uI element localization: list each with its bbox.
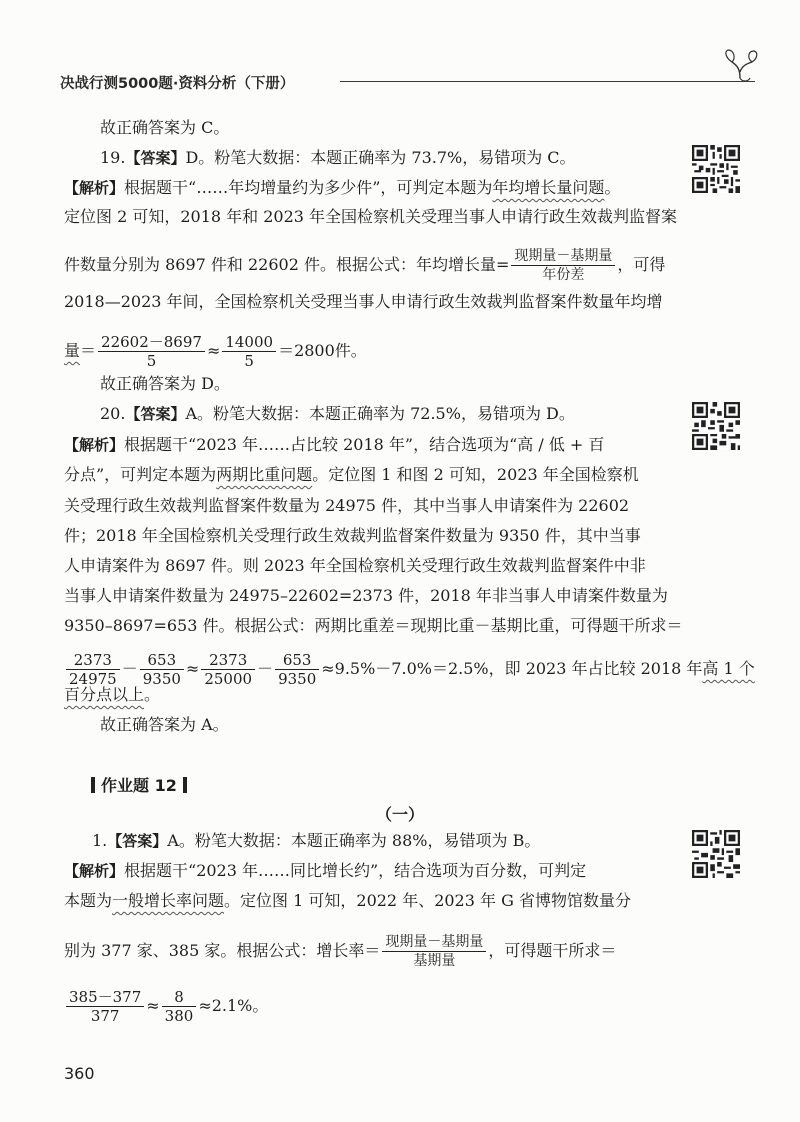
analysis-tag: 【解析】 <box>64 436 125 454</box>
q20-analysis-line-2: 分点”，可判定本题为两期比重问题。定位图 1 和图 2 可知，2023 年全国检察机 <box>64 465 639 484</box>
section-bar <box>183 777 187 793</box>
section-bar <box>91 777 95 793</box>
q1-analysis-line-1: 【解析】根据题干“2023 年……同比增长约”，结合选项为百分数，可判定 <box>64 861 587 880</box>
conclusion-a: 故正确答案为 A。 <box>100 715 229 734</box>
q20-analysis-line-3: 关受理行政生效裁判监督案件数量为 24975 件，其中当事人申请案件为 22602 <box>64 496 630 515</box>
q19-formula-line: 量＝ $\frac{22602-8697}{5}$ ≈ $\frac{14000}{5}$ ＝2800件。 <box>64 333 367 370</box>
q19-analysis-line-3: 件数量分别为 8697 件和 22602 件。根据公式：年均增长量= $\frac{\text{现期量－基期量}}{\text{年份差}}$ ，可得 <box>64 248 666 283</box>
q19-answer-text: D。粉笔大数据：本题正确率为 73.7%，易错项为 C。 <box>185 148 576 167</box>
q20-analysis-line-7: 9350–8697=653 件。根据公式：两期比重差＝现期比重－基期比重，可得题干所求＝ <box>64 616 683 635</box>
page-number: 360 <box>64 1064 95 1083</box>
fraction: $\frac{8}{380}$ <box>162 988 197 1025</box>
answer-tag: 【答案】 <box>107 832 168 850</box>
qr-code-icon[interactable] <box>692 402 740 450</box>
q20-analysis-line-9: 百分点以上。 <box>64 685 161 704</box>
q20-formula-line: $\frac{2373}{24975}$ － $\frac{653}{9350}$ ≈ $\frac{2373}{25000}$ － $\frac{653}{9350}$ ≈9.5%－7.0%＝2.5%，即 2023 年占比较 2018 年高 1 个 <box>64 651 755 688</box>
conclusion-d: 故正确答案为 D。 <box>100 374 230 393</box>
q20-analysis-line-6: 当事人申请案件数量为 24975–22602=2373 件，2018 年非当事人申请案件数量为 <box>64 586 668 605</box>
q19-analysis-line-2: 定位图 2 可知，2018 年和 2023 年全国检察机关受理当事人申请行政生效裁判监督案 <box>64 207 678 226</box>
q20-analysis-line-4: 件；2018 年全国检察机关受理行政生效裁判监督案件数量为 9350 件，其中当事 <box>64 526 641 545</box>
analysis-tag: 【解析】 <box>64 862 125 880</box>
section-heading: 作业题 12 <box>85 773 193 796</box>
conclusion-c: 故正确答案为 C。 <box>100 118 230 137</box>
fraction: $\frac{\text{现期量－基期量}}{\text{基期量}}$ <box>382 933 486 970</box>
fraction: $\frac{2373}{25000}$ <box>201 651 255 688</box>
q1-analysis-line-3: 别为 377 家、385 家。根据公式：增长率＝ $\frac{\text{现期量－基期量}}{\text{基期量}}$ ，可得题干所求＝ <box>64 934 617 969</box>
qr-code-icon[interactable] <box>692 830 740 878</box>
keyword-underlined: 百分点以上 <box>64 685 145 704</box>
header-rule <box>340 81 755 82</box>
q19-answer-line <box>100 148 576 168</box>
sprout-icon <box>720 48 760 84</box>
q19-number: 19. <box>100 148 126 167</box>
keyword-underlined: 年均增长量问题 <box>492 178 605 197</box>
fraction: $\frac{653}{9350}$ <box>140 651 184 688</box>
q1-analysis-line-2: 本题为一般增长率问题。定位图 1 可知，2022 年、2023 年 G 省博物馆数量分 <box>64 891 631 910</box>
answer-tag: 【答案】 <box>125 405 186 423</box>
fraction: $\frac{385-377}{377}$ <box>66 988 144 1025</box>
header-title: 决战行测5000题·资料分析（下册） <box>60 76 295 92</box>
qr-code-icon[interactable] <box>692 145 740 193</box>
fraction: $\frac{14000}{5}$ <box>222 333 276 370</box>
q20-analysis-line-5: 人申请案件为 8697 件。则 2023 年全国检察机关受理行政生效裁判监督案件中非 <box>64 556 646 575</box>
q20-analysis-line-1: 【解析】根据题干“2023 年……占比较 2018 年”，结合选项为“高 / 低 + 百 <box>64 435 605 454</box>
q1-answer-line: 1.【答案】A。粉笔大数据：本题正确率为 88%，易错项为 B。 <box>92 831 541 850</box>
q19-analysis-line-4: 2018—2023 年间，全国检察机关受理当事人申请行政生效裁判监督案件数量年均增 <box>64 292 663 311</box>
subsection-heading: （一） <box>375 805 424 824</box>
q1-formula-line: $\frac{385-377}{377}$ ≈ $\frac{8}{380}$ ≈2.1%。 <box>64 988 268 1025</box>
running-header <box>60 68 750 98</box>
analysis-tag: 【解析】 <box>64 179 125 197</box>
keyword-underlined: 一般增长率问题 <box>112 891 225 910</box>
answer-tag: 【答案】 <box>125 149 186 167</box>
fraction: $\frac{2373}{24975}$ <box>66 651 120 688</box>
fraction: $\frac{22602-8697}{5}$ <box>98 333 205 370</box>
fraction: $\frac{\text{现期量－基期量}}{\text{年份差}}$ <box>511 247 615 284</box>
fraction: $\frac{653}{9350}$ <box>275 651 319 688</box>
q19-analysis-line-1: 【解析】根据题干“……年均增量约为多少件”，可判定本题为年均增长量问题。 <box>64 178 621 197</box>
q20-answer-line: 20.【答案】A。粉笔大数据：本题正确率为 72.5%，易错项为 D。 <box>100 404 575 423</box>
keyword-underlined: 高 1 个 <box>702 659 755 678</box>
keyword-underlined: 两期比重问题 <box>216 465 313 484</box>
